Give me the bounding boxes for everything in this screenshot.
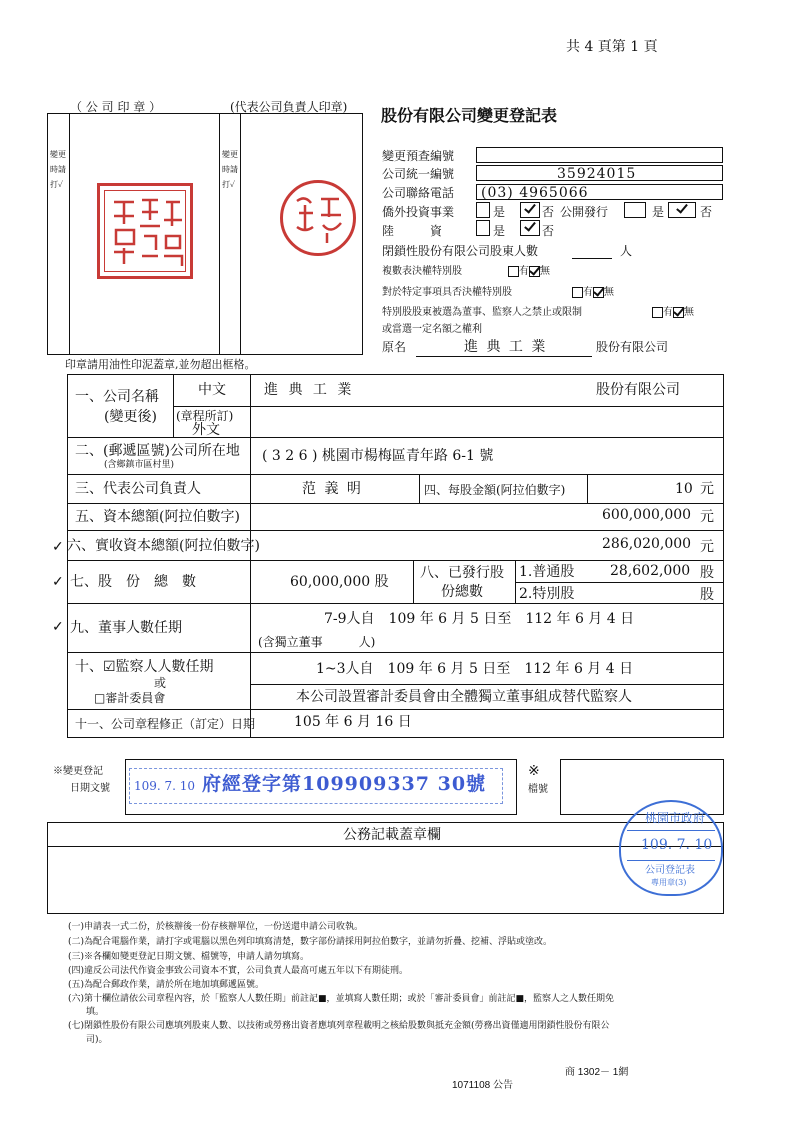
common-share-label: 1.普通股 bbox=[519, 564, 575, 580]
company-seal-image bbox=[97, 183, 193, 279]
unit-gu-1: 股 bbox=[700, 565, 714, 581]
par-value: 10 bbox=[675, 481, 693, 497]
representative-seal-image bbox=[280, 180, 356, 256]
r8-label-1: 八、已發行股 bbox=[420, 565, 504, 581]
phone-field[interactable]: (03) 4965066 bbox=[476, 184, 723, 200]
audit-committee-note: 本公司設置審計委員會由全體獨立董事組成替代監察人 bbox=[296, 689, 632, 705]
r10-label-a: 十、☑監察人人數任期 bbox=[75, 659, 214, 675]
closed-unit: 人 bbox=[620, 244, 633, 258]
multi-vote-label: 複數表決權特別股 bbox=[382, 266, 462, 277]
paid-capital-value: 286,020,000 bbox=[602, 536, 692, 552]
origin-name-label: 原名 bbox=[382, 340, 407, 354]
official-record-label: 公務記載蓋章欄 bbox=[343, 827, 441, 843]
r7-check: ✓ bbox=[52, 574, 64, 590]
r1-sub: (變更後) bbox=[104, 409, 157, 425]
address-value: ( 3 2 6 ) 桃園市楊梅區青年路 6-1 號 bbox=[262, 448, 494, 464]
directors-term-value: 7-9人自 109 年 6 月 5 日至 112 年 6 月 4 日 bbox=[324, 611, 635, 627]
serial-label: 檔號 bbox=[528, 784, 548, 795]
mainland-label: 陸 資 bbox=[382, 224, 443, 238]
note-4: (四)違反公司法代作資金事致公司資本不實，公司負責人最高可處五年以下有期徒刑。 bbox=[68, 966, 409, 976]
unified-no-field[interactable]: 35924015 bbox=[476, 165, 723, 181]
change-mark-right: 變更時請打✓ bbox=[222, 150, 238, 189]
veto-have-box[interactable] bbox=[572, 287, 583, 298]
reg-date-label-1: ※變更登記 bbox=[53, 766, 103, 777]
r8-label-2: 份總數 bbox=[441, 584, 483, 600]
note-2: (二)為配合電腦作業，請打字或電腦以黑色列印填寫清楚，數字部份請採用阿拉伯數字，並請勿折疊、挖補、浮貼或塗改。 bbox=[68, 937, 553, 947]
form-title: 股份有限公司變更登記表 bbox=[381, 106, 558, 125]
special-restrict-label: 特別股股東被選為董事、監察人之禁止或限制 bbox=[382, 307, 582, 318]
r11-label: 十一、公司章程修正（訂定）日期 bbox=[75, 717, 256, 731]
r10-label-b: □審計委員會 bbox=[94, 691, 166, 705]
page-count: 共 4 頁第 1 頁 bbox=[566, 39, 658, 55]
public-yes-label: 是 bbox=[652, 205, 665, 219]
overseas-no-label: 否 bbox=[542, 205, 555, 219]
representative-value: 范 義 明 bbox=[302, 481, 363, 497]
serial-mark: ※ bbox=[528, 763, 540, 779]
change-mark-left: 變更時請打✓ bbox=[50, 150, 66, 189]
en-label-1: (章程所訂) bbox=[176, 409, 234, 423]
official-seal-image: 桃園市政府 109. 7. 10 公司登記表 專用章(3) bbox=[619, 800, 723, 896]
capital-value: 600,000,000 bbox=[602, 507, 692, 523]
r2-label: 二、(郵遞區號)公司所在地 bbox=[75, 443, 240, 459]
public-no-box[interactable] bbox=[668, 202, 696, 218]
closed-company-label: 閉鎖性股份有限公司股東人數 bbox=[382, 244, 539, 258]
r2-sub: (含鄉鎮市區村里) bbox=[104, 460, 175, 470]
zh-company-name: 進 典 工 業 bbox=[264, 382, 355, 398]
mainland-yes-label: 是 bbox=[493, 224, 506, 238]
r3-label: 三、代表公司負責人 bbox=[75, 481, 201, 497]
veto-none-box[interactable] bbox=[593, 287, 604, 298]
note-7b: 司)。 bbox=[68, 1035, 108, 1045]
special-none-box[interactable] bbox=[673, 307, 684, 318]
unit-gu-2: 股 bbox=[700, 587, 714, 603]
origin-name-suffix: 股份有限公司 bbox=[596, 340, 669, 354]
mainland-yes-box[interactable] bbox=[476, 220, 490, 236]
public-no-label: 否 bbox=[700, 205, 713, 219]
seal-notice: 印章請用油性印泥蓋章,並勿超出框格。 bbox=[65, 358, 256, 371]
supervisors-term-value: 1~3人自 109 年 6 月 5 日至 112 年 6 月 4 日 bbox=[316, 661, 634, 677]
independent-directors: (含獨立董事 人) bbox=[258, 635, 376, 649]
r6-check: ✓ bbox=[52, 539, 64, 555]
overseas-no-box[interactable] bbox=[520, 202, 540, 218]
note-7: (七)閉鎖性股份有限公司應填列股東人數、以技術或勞務出資者應填列章程載明之核給股數與抵充金額(勞務出資僅適用閉鎖性股份有限公 bbox=[68, 1021, 610, 1031]
total-shares-value: 60,000,000 股 bbox=[290, 574, 389, 590]
r7-label: 七、股 份 總 數 bbox=[70, 574, 196, 590]
reg-date-label-2: 日期文號 bbox=[70, 783, 110, 794]
note-3: (三)※各欄如變更登記日期文號、檔號等，申請人請勿填寫。 bbox=[68, 952, 310, 962]
mainland-no-label: 否 bbox=[542, 224, 555, 238]
multi-vote-none-box[interactable] bbox=[529, 266, 540, 277]
r10-label-or: 或 bbox=[154, 676, 167, 690]
reg-date-stamp: 109. 7. 10 bbox=[134, 779, 196, 793]
note-1: (一)申請表一式二份，於核辦後一份存核辦單位，一份送還申請公司收執。 bbox=[68, 922, 364, 932]
special-have-box[interactable] bbox=[652, 307, 663, 318]
r4-label: 四、每股金額(阿拉伯數字) bbox=[424, 483, 566, 497]
mainland-no-box[interactable] bbox=[520, 220, 540, 236]
r6-label: 六、實收資本總額(阿拉伯數字) bbox=[67, 538, 260, 554]
unit-yuan-2: 元 bbox=[700, 509, 714, 525]
public-yes-box[interactable] bbox=[624, 202, 646, 218]
form-code: 商 1302－ 1網 bbox=[565, 1067, 629, 1078]
origin-name-value: 進 典 工 業 bbox=[464, 339, 548, 355]
note-6b: 填。 bbox=[68, 1007, 105, 1017]
zh-suffix: 股份有限公司 bbox=[596, 382, 680, 398]
note-6: (六)第十欄位請依公司章程內容，於「監察人人數任期」前註記■，並填寫人數任期；或於「審計委員會」前註記■，監察人之人數任期免 bbox=[68, 994, 615, 1004]
special-restrict-label-2: 或當選一定名額之權利 bbox=[382, 324, 482, 335]
articles-date-value: 105 年 6 月 16 日 bbox=[294, 714, 412, 730]
overseas-yes-box[interactable] bbox=[476, 202, 490, 218]
multi-vote-have-box[interactable] bbox=[508, 266, 519, 277]
pre-review-label: 變更預查編號 bbox=[382, 149, 455, 163]
note-5: (五)為配合郵政作業，請於所在地加填郵遞區號。 bbox=[68, 980, 265, 990]
rep-seal-label: (代表公司負責人印章) bbox=[230, 100, 348, 114]
special-share-label: 2.特別股 bbox=[519, 586, 575, 602]
overseas-yes-label: 是 bbox=[493, 205, 506, 219]
company-seal-label: （ 公 司 印 章 ） bbox=[70, 100, 162, 114]
unit-yuan-1: 元 bbox=[700, 481, 714, 497]
reg-doc-no: 府經登字第109909337 30號 bbox=[202, 773, 487, 795]
reg-doc-stamp bbox=[129, 768, 503, 804]
en-label-2: 外文 bbox=[192, 422, 220, 438]
r1-label: 一、公司名稱 bbox=[75, 389, 159, 405]
public-label: 公開發行 bbox=[560, 205, 609, 219]
announce-code: 1071108 公告 bbox=[452, 1080, 513, 1091]
veto-label: 對於特定事項具否決權特別股 bbox=[382, 287, 512, 298]
r5-label: 五、資本總額(阿拉伯數字) bbox=[75, 509, 240, 525]
zh-label: 中文 bbox=[198, 382, 226, 398]
common-share-value: 28,602,000 bbox=[610, 563, 691, 579]
phone-label: 公司聯絡電話 bbox=[382, 186, 455, 200]
overseas-label: 僑外投資事業 bbox=[382, 205, 455, 219]
unit-yuan-3: 元 bbox=[700, 539, 714, 555]
unified-no-label: 公司統一編號 bbox=[382, 167, 455, 181]
r9-label: 九、董事人數任期 bbox=[70, 620, 182, 636]
r9-check: ✓ bbox=[52, 619, 64, 635]
pre-review-field[interactable] bbox=[476, 147, 723, 163]
